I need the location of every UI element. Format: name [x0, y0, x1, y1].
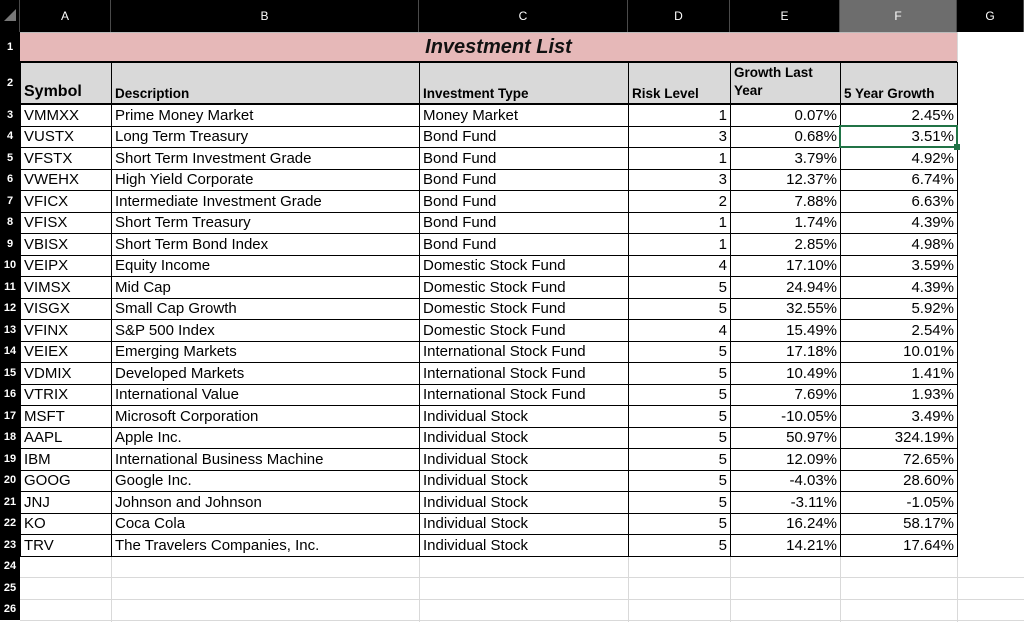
- cell-investment-type[interactable]: Individual Stock: [419, 470, 629, 493]
- cell-five-year-growth[interactable]: 5.92%: [840, 298, 958, 321]
- cell-risk-level[interactable]: 5: [628, 448, 731, 471]
- cell-growth-last-year[interactable]: 16.24%: [730, 513, 841, 536]
- cell-risk-level[interactable]: 5: [628, 384, 731, 407]
- cell-five-year-growth[interactable]: 1.93%: [840, 384, 958, 407]
- cell-five-year-growth[interactable]: 3.49%: [840, 405, 958, 428]
- cell-description[interactable]: Short Term Treasury: [111, 212, 420, 235]
- row-header-7[interactable]: 7: [0, 190, 20, 212]
- column-header-d[interactable]: D: [628, 0, 730, 32]
- column-header-e[interactable]: E: [730, 0, 840, 32]
- header-investment-type[interactable]: Investment Type: [419, 62, 629, 104]
- cell-risk-level[interactable]: 3: [628, 169, 731, 192]
- cell-risk-level[interactable]: 5: [628, 276, 731, 299]
- row-header-6[interactable]: 6: [0, 169, 20, 191]
- cell-five-year-growth[interactable]: 72.65%: [840, 448, 958, 471]
- active-cell-selection: [839, 125, 958, 149]
- cell-five-year-growth[interactable]: 28.60%: [840, 470, 958, 493]
- header-growth-line2: Year: [734, 83, 763, 98]
- cell-risk-level[interactable]: 2: [628, 190, 731, 213]
- cell-growth-last-year[interactable]: 0.07%: [730, 104, 841, 127]
- cell-growth-last-year[interactable]: 17.18%: [730, 341, 841, 364]
- cell-growth-last-year[interactable]: 7.69%: [730, 384, 841, 407]
- cell-symbol[interactable]: VEIEX: [20, 341, 112, 364]
- row-header-13[interactable]: 13: [0, 319, 20, 341]
- row-header-18[interactable]: 18: [0, 427, 20, 449]
- cell-investment-type[interactable]: Bond Fund: [419, 147, 629, 170]
- gridline-horizontal: [20, 577, 1024, 578]
- cell-investment-type[interactable]: Bond Fund: [419, 233, 629, 256]
- column-header-a[interactable]: A: [20, 0, 111, 32]
- cell-description[interactable]: Emerging Markets: [111, 341, 420, 364]
- cell-risk-level[interactable]: 1: [628, 233, 731, 256]
- cell-description[interactable]: Microsoft Corporation: [111, 405, 420, 428]
- cell-symbol[interactable]: VBISX: [20, 233, 112, 256]
- gridline-horizontal: [20, 599, 1024, 600]
- cell-symbol[interactable]: VDMIX: [20, 362, 112, 385]
- fill-handle[interactable]: [954, 144, 960, 150]
- cell-description[interactable]: Google Inc.: [111, 470, 420, 493]
- cell-description[interactable]: Small Cap Growth: [111, 298, 420, 321]
- cell-five-year-growth[interactable]: 3.51%: [840, 126, 958, 149]
- cell-investment-type[interactable]: Individual Stock: [419, 405, 629, 428]
- row-header-25[interactable]: 25: [0, 577, 20, 599]
- cell-five-year-growth[interactable]: 4.39%: [840, 276, 958, 299]
- row-header-17[interactable]: 17: [0, 405, 20, 427]
- cell-growth-last-year[interactable]: 0.68%: [730, 126, 841, 149]
- cell-description[interactable]: Prime Money Market: [111, 104, 420, 127]
- cell-investment-type[interactable]: International Stock Fund: [419, 341, 629, 364]
- cell-symbol[interactable]: VUSTX: [20, 126, 112, 149]
- row-header-11[interactable]: 11: [0, 276, 20, 298]
- cell-five-year-growth[interactable]: 3.59%: [840, 255, 958, 278]
- cell-investment-type[interactable]: Bond Fund: [419, 212, 629, 235]
- row-header-15[interactable]: 15: [0, 362, 20, 384]
- cell-description[interactable]: Short Term Bond Index: [111, 233, 420, 256]
- cell-investment-type[interactable]: Bond Fund: [419, 190, 629, 213]
- row-header-21[interactable]: 21: [0, 491, 20, 513]
- cell-investment-type[interactable]: International Stock Fund: [419, 362, 629, 385]
- cell-risk-level[interactable]: 1: [628, 147, 731, 170]
- cell-risk-level[interactable]: 5: [628, 341, 731, 364]
- cell-investment-type[interactable]: Domestic Stock Fund: [419, 276, 629, 299]
- cell-risk-level[interactable]: 5: [628, 491, 731, 514]
- cell-risk-level[interactable]: 3: [628, 126, 731, 149]
- sheet-title: Investment List: [425, 35, 572, 58]
- cell-description[interactable]: Johnson and Johnson: [111, 491, 420, 514]
- column-header-b[interactable]: B: [111, 0, 419, 32]
- cell-five-year-growth[interactable]: 4.98%: [840, 233, 958, 256]
- column-header-g[interactable]: G: [957, 0, 1024, 32]
- row-header-20[interactable]: 20: [0, 470, 20, 492]
- cell-investment-type[interactable]: Individual Stock: [419, 448, 629, 471]
- cell-description[interactable]: International Value: [111, 384, 420, 407]
- cell-five-year-growth[interactable]: 4.39%: [840, 212, 958, 235]
- cell-growth-last-year[interactable]: -3.11%: [730, 491, 841, 514]
- cell-description[interactable]: S&P 500 Index: [111, 319, 420, 342]
- cell-five-year-growth[interactable]: 6.63%: [840, 190, 958, 213]
- row-header-19[interactable]: 19: [0, 448, 20, 470]
- cell-investment-type[interactable]: Bond Fund: [419, 169, 629, 192]
- cell-symbol[interactable]: VTRIX: [20, 384, 112, 407]
- row-header-4[interactable]: 4: [0, 126, 20, 148]
- cell-growth-last-year[interactable]: 14.21%: [730, 534, 841, 557]
- cell-description[interactable]: International Business Machine: [111, 448, 420, 471]
- cell-description[interactable]: Equity Income: [111, 255, 420, 278]
- cell-symbol[interactable]: GOOG: [20, 470, 112, 493]
- cell-description[interactable]: Apple Inc.: [111, 427, 420, 450]
- cell-risk-level[interactable]: 5: [628, 405, 731, 428]
- row-header-12[interactable]: 12: [0, 298, 20, 320]
- cell-description[interactable]: Mid Cap: [111, 276, 420, 299]
- cell-growth-last-year[interactable]: 7.88%: [730, 190, 841, 213]
- cell-symbol[interactable]: VMMXX: [20, 104, 112, 127]
- cell-five-year-growth[interactable]: 6.74%: [840, 169, 958, 192]
- cell-risk-level[interactable]: 4: [628, 255, 731, 278]
- cell-symbol[interactable]: VEIPX: [20, 255, 112, 278]
- cell-investment-type[interactable]: Domestic Stock Fund: [419, 298, 629, 321]
- column-header-c[interactable]: C: [419, 0, 628, 32]
- row-header-3[interactable]: 3: [0, 104, 20, 126]
- cell-description[interactable]: Intermediate Investment Grade: [111, 190, 420, 213]
- cell-investment-type[interactable]: Individual Stock: [419, 427, 629, 450]
- cell-growth-last-year[interactable]: -4.03%: [730, 470, 841, 493]
- cell-risk-level[interactable]: 5: [628, 298, 731, 321]
- cell-five-year-growth[interactable]: -1.05%: [840, 491, 958, 514]
- cell-symbol[interactable]: VWEHX: [20, 169, 112, 192]
- row-header-24[interactable]: 24: [0, 556, 20, 578]
- cell-risk-level[interactable]: 5: [628, 470, 731, 493]
- cell-symbol[interactable]: AAPL: [20, 427, 112, 450]
- cell-symbol[interactable]: VFSTX: [20, 147, 112, 170]
- cell-description[interactable]: Developed Markets: [111, 362, 420, 385]
- cell-investment-type[interactable]: Bond Fund: [419, 126, 629, 149]
- cell-symbol[interactable]: KO: [20, 513, 112, 536]
- cell-five-year-growth[interactable]: 58.17%: [840, 513, 958, 536]
- cell-description[interactable]: High Yield Corporate: [111, 169, 420, 192]
- cell-five-year-growth[interactable]: 10.01%: [840, 341, 958, 364]
- header-symbol[interactable]: Symbol: [20, 62, 112, 104]
- cell-investment-type[interactable]: Money Market: [419, 104, 629, 127]
- cell-description[interactable]: The Travelers Companies, Inc.: [111, 534, 420, 557]
- title-cell[interactable]: [20, 32, 957, 62]
- cell-description[interactable]: Coca Cola: [111, 513, 420, 536]
- cell-symbol[interactable]: MSFT: [20, 405, 112, 428]
- row-header-10[interactable]: 10: [0, 255, 20, 277]
- cell-description[interactable]: Short Term Investment Grade: [111, 147, 420, 170]
- cell-investment-type[interactable]: Domestic Stock Fund: [419, 319, 629, 342]
- cell-risk-level[interactable]: 5: [628, 427, 731, 450]
- row-header-8[interactable]: 8: [0, 212, 20, 234]
- gridline-horizontal: [20, 620, 1024, 621]
- cell-five-year-growth[interactable]: 2.54%: [840, 319, 958, 342]
- cell-risk-level[interactable]: 1: [628, 104, 731, 127]
- row-header-26[interactable]: 26: [0, 599, 20, 621]
- cell-growth-last-year[interactable]: 24.94%: [730, 276, 841, 299]
- cell-five-year-growth[interactable]: 1.41%: [840, 362, 958, 385]
- cell-description[interactable]: Long Term Treasury: [111, 126, 420, 149]
- row-header-1[interactable]: 1: [0, 32, 20, 62]
- cell-risk-level[interactable]: 1: [628, 212, 731, 235]
- cell-investment-type[interactable]: Individual Stock: [419, 491, 629, 514]
- cell-symbol[interactable]: VFISX: [20, 212, 112, 235]
- cell-symbol[interactable]: JNJ: [20, 491, 112, 514]
- cell-five-year-growth[interactable]: 4.92%: [840, 147, 958, 170]
- header-description[interactable]: Description: [111, 62, 420, 104]
- row-header-14[interactable]: 14: [0, 341, 20, 363]
- header-growth-line1: Growth Last: [734, 65, 813, 80]
- header-risk-level[interactable]: Risk Level: [628, 62, 731, 104]
- row-header-23[interactable]: 23: [0, 534, 20, 556]
- cell-growth-last-year[interactable]: 32.55%: [730, 298, 841, 321]
- cell-growth-last-year[interactable]: 12.09%: [730, 448, 841, 471]
- select-all-corner[interactable]: [0, 0, 20, 32]
- cell-investment-type[interactable]: Individual Stock: [419, 534, 629, 557]
- row-header-22[interactable]: 22: [0, 513, 20, 535]
- cell-growth-last-year[interactable]: 17.10%: [730, 255, 841, 278]
- cell-growth-last-year[interactable]: 3.79%: [730, 147, 841, 170]
- cell-growth-last-year[interactable]: 10.49%: [730, 362, 841, 385]
- cell-growth-last-year[interactable]: 12.37%: [730, 169, 841, 192]
- cell-growth-last-year[interactable]: -10.05%: [730, 405, 841, 428]
- cell-risk-level[interactable]: 5: [628, 534, 731, 557]
- cell-symbol[interactable]: VFICX: [20, 190, 112, 213]
- header-5-year-growth[interactable]: 5 Year Growth: [840, 62, 958, 104]
- cell-growth-last-year[interactable]: 2.85%: [730, 233, 841, 256]
- column-header-f[interactable]: F: [840, 0, 957, 32]
- cell-symbol[interactable]: TRV: [20, 534, 112, 557]
- cell-investment-type[interactable]: Domestic Stock Fund: [419, 255, 629, 278]
- row-header-9[interactable]: 9: [0, 233, 20, 255]
- cell-growth-last-year[interactable]: 1.74%: [730, 212, 841, 235]
- cell-symbol[interactable]: VFINX: [20, 319, 112, 342]
- cell-five-year-growth[interactable]: 324.19%: [840, 427, 958, 450]
- row-header-5[interactable]: 5: [0, 147, 20, 169]
- cell-symbol[interactable]: IBM: [20, 448, 112, 471]
- cell-symbol[interactable]: VISGX: [20, 298, 112, 321]
- row-header-2[interactable]: 2: [0, 62, 20, 104]
- cell-symbol[interactable]: VIMSX: [20, 276, 112, 299]
- row-header-16[interactable]: 16: [0, 384, 20, 406]
- cell-five-year-growth[interactable]: 2.45%: [840, 104, 958, 127]
- cell-growth-last-year[interactable]: 50.97%: [730, 427, 841, 450]
- cell-risk-level[interactable]: 5: [628, 362, 731, 385]
- cell-five-year-growth[interactable]: 17.64%: [840, 534, 958, 557]
- cell-investment-type[interactable]: International Stock Fund: [419, 384, 629, 407]
- header-growth-last-year[interactable]: [730, 62, 841, 104]
- cell-risk-level[interactable]: 5: [628, 513, 731, 536]
- cell-investment-type[interactable]: Individual Stock: [419, 513, 629, 536]
- cell-risk-level[interactable]: 4: [628, 319, 731, 342]
- cell-growth-last-year[interactable]: 15.49%: [730, 319, 841, 342]
